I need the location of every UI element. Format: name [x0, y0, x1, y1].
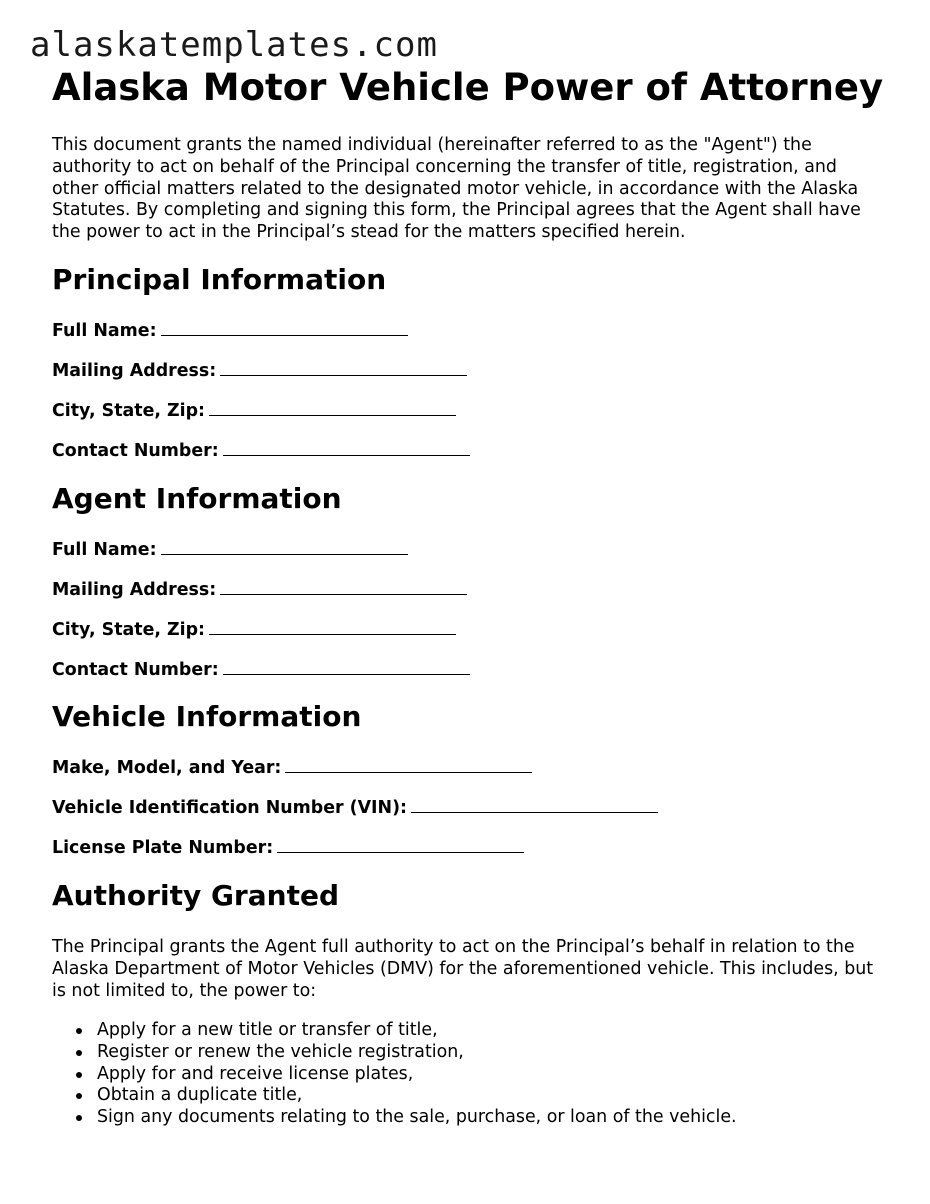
agent-city-state-zip-blank[interactable]: [209, 620, 456, 635]
field-label: License Plate Number:: [52, 838, 274, 858]
field-label: Vehicle Identification Number (VIN):: [52, 798, 407, 818]
list-item: Apply for a new title or transfer of title,: [97, 1020, 737, 1042]
vehicle-section-heading: Vehicle Information: [52, 700, 362, 733]
agent-contact-number-field: [52, 660, 470, 681]
principal-city-state-zip-field: [52, 401, 456, 422]
agent-full-name-field: [52, 540, 408, 561]
vehicle-make-model-year-blank[interactable]: [285, 758, 532, 773]
vehicle-make-model-year-field: [52, 758, 532, 779]
field-label: Contact Number:: [52, 441, 219, 461]
agent-city-state-zip-field: [52, 620, 456, 641]
authority-section-heading: Authority Granted: [52, 879, 339, 912]
site-watermark: alaskatemplates.com: [30, 25, 438, 65]
field-label: City, State, Zip:: [52, 620, 205, 640]
vehicle-license-plate-blank[interactable]: [277, 838, 524, 853]
list-item: Sign any documents relating to the sale, purchase, or loan of the vehicle.: [97, 1107, 737, 1128]
principal-city-state-zip-blank[interactable]: [209, 401, 456, 416]
field-label: Mailing Address:: [52, 361, 217, 381]
authority-paragraph: The Principal grants the Agent full authority to act on the Principal’s behalf in relation to the Alaska Department of Motor Vehicles (DMV) for the aforementioned vehicle. This includes, but is not limited to, the power to:: [52, 937, 874, 1001]
principal-mailing-address-field: [52, 361, 467, 382]
list-item: Apply for and receive license plates,: [97, 1064, 737, 1086]
principal-contact-number-blank[interactable]: [223, 441, 470, 456]
list-item: Obtain a duplicate title,: [97, 1085, 737, 1107]
vehicle-license-plate-field: [52, 838, 524, 859]
agent-full-name-blank[interactable]: [161, 540, 408, 555]
principal-full-name-blank[interactable]: [161, 321, 408, 336]
vehicle-vin-field: [52, 798, 658, 819]
field-label: City, State, Zip:: [52, 401, 205, 421]
intro-paragraph: This document grants the named individual (hereinafter referred to as the "Agent") the authority to act on behalf of the Principal concerning the transfer of title, registration, and other official matters related to the designated motor vehicle, in accordance with the Alaska Statutes. By completing and signing this form, the Principal agrees that the Agent shall have the power to act in the Principal’s stead for the matters specified herein.: [52, 135, 861, 243]
field-label: Make, Model, and Year:: [52, 758, 282, 778]
powers-list: [52, 1020, 737, 1129]
principal-section-heading: Principal Information: [52, 263, 387, 296]
principal-mailing-address-blank[interactable]: [220, 361, 467, 376]
document-title: Alaska Motor Vehicle Power of Attorney: [52, 66, 884, 109]
agent-section-heading: Agent Information: [52, 482, 342, 515]
agent-mailing-address-blank[interactable]: [220, 580, 467, 595]
agent-mailing-address-field: [52, 580, 467, 601]
principal-full-name-field: [52, 321, 408, 342]
field-label: Full Name:: [52, 540, 157, 560]
agent-contact-number-blank[interactable]: [223, 660, 470, 675]
field-label: Full Name:: [52, 321, 157, 341]
principal-contact-number-field: [52, 441, 470, 462]
field-label: Mailing Address:: [52, 580, 217, 600]
field-label: Contact Number:: [52, 660, 219, 680]
vehicle-vin-blank[interactable]: [411, 798, 658, 813]
list-item: Register or renew the vehicle registration,: [97, 1042, 737, 1064]
